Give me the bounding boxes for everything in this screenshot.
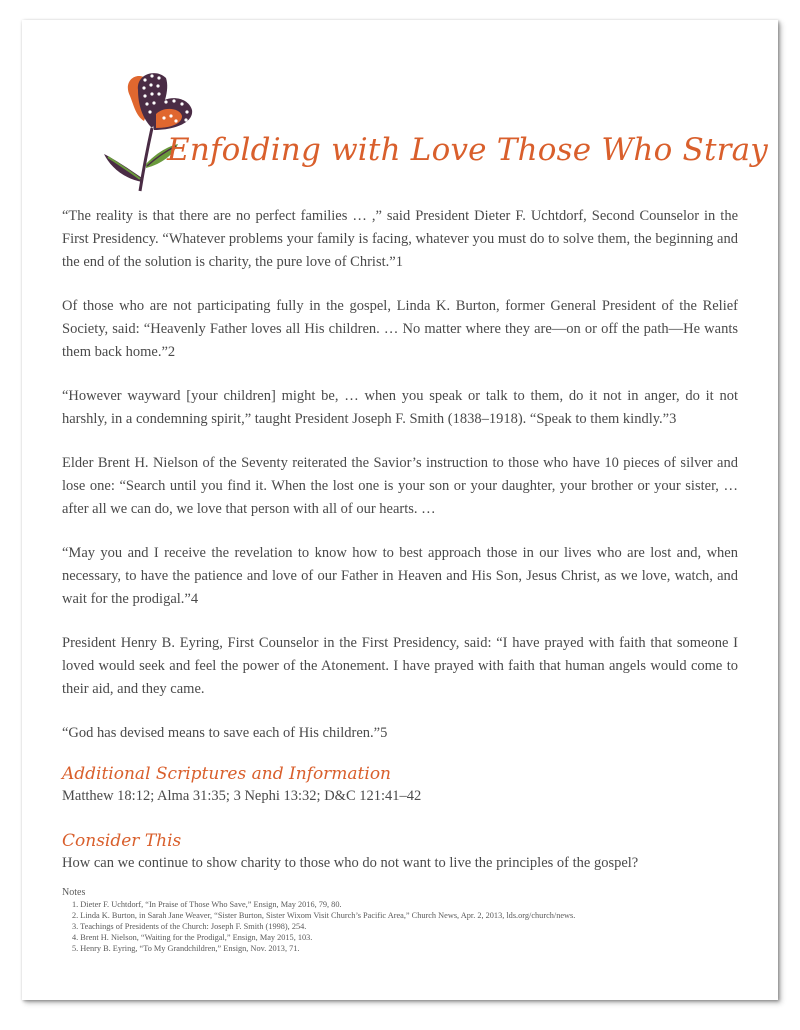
paragraph: Of those who are not participating fully in the gospel, Linda K. Burton, former General President of the Relief Society, said: “Heavenly Father loves all His children. … No matter where they are—on or off the path—He wants them back home.”2 — [62, 298, 738, 360]
page-title: Enfolding with Love Those Who Stray — [167, 132, 769, 168]
notes-section — [62, 886, 752, 954]
document-page — [22, 20, 778, 1000]
note-item: 4. Brent H. Nielson, “Waiting for the Prodigal,” Ensign, May 2015, 103. — [72, 933, 313, 942]
paragraph: “God has devised means to save each of His children.”5 — [62, 725, 388, 741]
consider-this-heading: Consider This — [62, 831, 182, 851]
paragraph: “The reality is that there are no perfect families … ,” said President Dieter F. Uchtdorf, Second Counselor in the First Presidency. “Whatever problems your family is facing, whatever you must do to solve them, the beginning and the end of the solution is charity, the pure love of Christ.”1 — [62, 208, 738, 270]
paragraph: Elder Brent H. Nielson of the Seventy reiterated the Savior’s instruction to those who have 10 pieces of silver and lose one: “Search until you find it. When the lost one is your son or your daughter, your brother or your sister, … after all we can do, we love that person with all of our hearts. … — [62, 455, 738, 517]
note-item: 3. Teachings of Presidents of the Church: Joseph F. Smith (1998), 254. — [72, 922, 307, 931]
notes-list — [62, 899, 752, 954]
note-item: 2. Linda K. Burton, in Sarah Jane Weaver, “Sister Burton, Sister Wixom Visit Church’s Pacific Area,” Church News, Apr. 2, 2013, lds.org/church/news. — [72, 911, 576, 920]
flower-illustration — [100, 66, 200, 196]
note-item: 5. Henry B. Eyring, “To My Grandchildren,” Ensign, Nov. 2013, 71. — [72, 944, 300, 953]
paragraph: President Henry B. Eyring, First Counselor in the First Presidency, said: “I have prayed with faith that someone I loved would seek and feel the power of the Atonement. I have prayed with faith that human angels would come to their aid, and they came. — [62, 635, 738, 697]
additional-scriptures-heading: Additional Scriptures and Information — [62, 764, 392, 784]
notes-title: Notes — [62, 887, 86, 898]
paragraph: “May you and I receive the revelation to know how to best approach those in our lives who are lost and, when necessary, to have the patience and love of our Father in Heaven and His Son, Jesus Christ, as we love, watch, and wait for the prodigal.”4 — [62, 545, 738, 607]
additional-scriptures-text: Matthew 18:12; Alma 31:35; 3 Nephi 13:32; D&C 121:41–42 — [62, 788, 422, 804]
note-item: 1. Dieter F. Uchtdorf, “In Praise of Those Who Save,” Ensign, May 2016, 79, 80. — [72, 900, 342, 909]
article-body — [62, 205, 738, 897]
paragraph: “However wayward [your children] might be, … when you speak or talk to them, do it not in anger, do it not harshly, in a condemning spirit,” taught President Joseph F. Smith (1838–1918). “Speak to them kindly.”3 — [62, 388, 738, 427]
consider-this-text: How can we continue to show charity to those who do not want to live the principles of the gospel? — [62, 855, 639, 871]
